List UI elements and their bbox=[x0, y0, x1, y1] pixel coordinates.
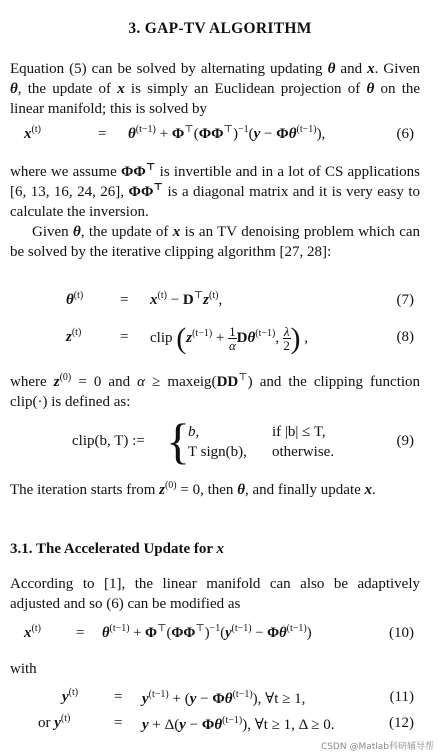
paragraph-4: where $z^{(0)} = 0$ and α ≥ maxeig(DD⊤) and the clipping function clip(·) is defined as: bbox=[10, 372, 421, 410]
paragraph-7: with bbox=[10, 661, 37, 677]
equation-8: $z^{(t)}$ = clip ($z^{(t-1)}$ + $\frac{1}{\alpha}$ $D\theta^{(t-1)}$, $\frac{\lambda}{2}$ ) , (8) bbox=[66, 322, 414, 355]
subsection-title: 3.1. The Accelerated Update for x bbox=[10, 541, 224, 557]
watermark: CSDN @Matlab科研辅导帮 bbox=[320, 742, 434, 752]
paragraph-2: where we assume ΦΦ⊤ is invertible and in a lot of CS applications [6, 13, 16, 24, 26], ΦΦ⊤ is a diagonal matrix and it is very easy to calculate the inversion. bbox=[10, 162, 421, 220]
paragraph-1: Equation (5) can be solved by alternating updating θ and x. Given θ, the update of x is simply an Euclidean projection of θ on the linear manifold; this is solved by bbox=[10, 61, 421, 117]
paragraph-5: The iteration starts from $z^{(0)} = 0$, then θ, and finally update x. bbox=[10, 480, 376, 498]
section-title: 3. GAP-TV ALGORITHM bbox=[128, 20, 312, 37]
equation-6: $x^{(t)}$ = $\theta^{(t-1)} + \Phi^⊤(\Phi\Phi^⊤)^{-1}(y - \Phi\theta^{(t-1)})$, (6) bbox=[24, 124, 414, 142]
paragraph-3: Given θ, the update of x is an TV denoising problem which can be solved by the iterative clipping algorithm [27, 28]: bbox=[10, 224, 421, 260]
paragraph-6: According to [1], the linear manifold can also be adaptively adjusted and so (6) can be modified as bbox=[10, 576, 420, 612]
equation-11: $y^{(t)}$ = $y^{(t-1)} + (y - \Phi\theta^{(t-1)})$, ∀t ≥ 1, (11) bbox=[62, 687, 414, 707]
equation-12: or $y^{(t)}$ = $y + \Delta(y - \Phi\theta^{(t-1)})$, ∀t ≥ 1, Δ ≥ 0. (12) bbox=[38, 713, 414, 733]
equation-9: clip(b, T) := { b, if |b| ≤ T, T sign(b), otherwise. (9) bbox=[72, 413, 414, 469]
equation-7: $\theta^{(t)}$ = $x^{(t)} - D^⊤z^{(t)}$, (7) bbox=[66, 290, 414, 308]
equation-10: $x^{(t)}$ = $\theta^{(t-1)} + \Phi^⊤(\Phi\Phi^⊤)^{-1}(y^{(t-1)} - \Phi\theta^{(t-1)})$ (10) bbox=[24, 623, 414, 641]
